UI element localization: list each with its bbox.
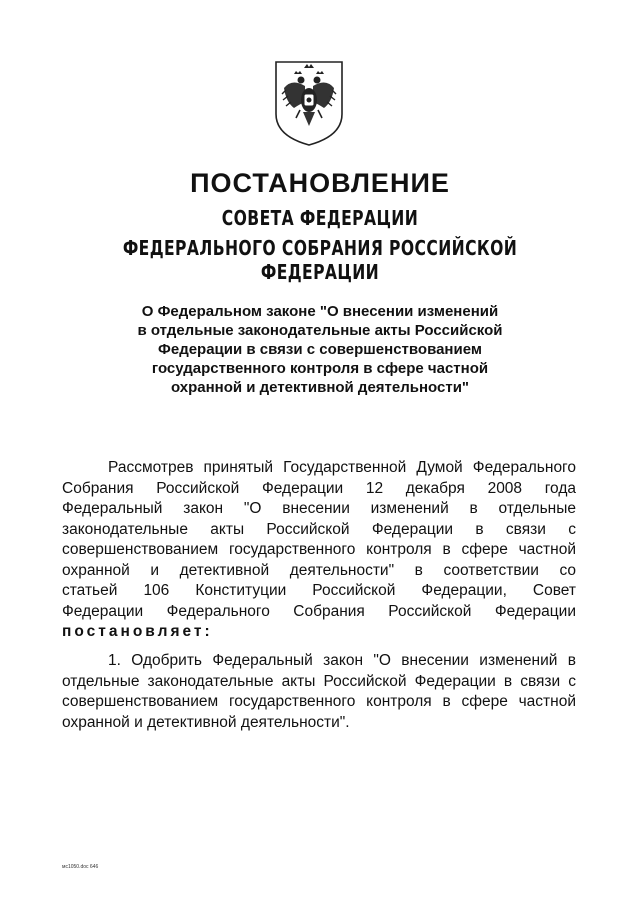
- document-title: ПОСТАНОВЛЕНИЕ: [190, 168, 450, 198]
- body-line: Федеральный закон "О внесении изменений в отдельные: [62, 500, 576, 517]
- body-line: законодательные акты Российской Федерации в связи с: [62, 520, 576, 538]
- law-title-line: охранной и детективной деятельности": [170, 379, 470, 396]
- resolution-item-1: [62, 651, 576, 733]
- body-line: совершенствованием государственного контроля в сфере частной: [62, 693, 576, 710]
- law-title-line: Федерации в связи с совершенствованием: [158, 341, 482, 358]
- law-title-line: О Федеральном законе "О внесении изменений: [141, 303, 499, 320]
- coat-of-arms-icon: [272, 58, 346, 148]
- body-line: совершенствованием государственного контроля в сфере частной: [62, 541, 576, 558]
- body-line: Рассмотрев принятый Государственной Думой Федерального: [108, 459, 576, 476]
- law-title: [104, 302, 536, 397]
- body-line: статьей 106 Конституции Российской Федерации, Совет: [62, 582, 576, 599]
- body-line: Собрания Российской Федерации 12 декабря 2008 года: [62, 479, 576, 497]
- body-line: Федерации Федерального Собрания Российской Федерации: [62, 602, 576, 620]
- body-line: охранной и детективной деятельности".: [62, 713, 350, 731]
- issuing-body-line-2: ФЕДЕРАЛЬНОГО СОБРАНИЯ РОССИЙСКОЙ ФЕДЕРАЦИИ: [122, 236, 518, 284]
- resolution-preamble: [62, 458, 576, 643]
- body-line: охранной и детективной деятельности" в соответствии со: [62, 561, 576, 579]
- law-title-line: в отдельные законодательные акты Российской: [137, 322, 503, 339]
- law-title-line: государственного контроля в сфере частной: [151, 360, 489, 377]
- document-file-code: мс1050.doc 646: [62, 864, 99, 870]
- issuing-body-line-1: СОВЕТА ФЕДЕРАЦИИ: [221, 206, 419, 230]
- body-line: 1. Одобрить Федеральный закон "О внесении изменений в: [108, 652, 576, 669]
- resolves-word: постановляет:: [62, 623, 213, 640]
- body-line: отдельные законодательные акты Российской Федерации в связи с: [62, 672, 576, 690]
